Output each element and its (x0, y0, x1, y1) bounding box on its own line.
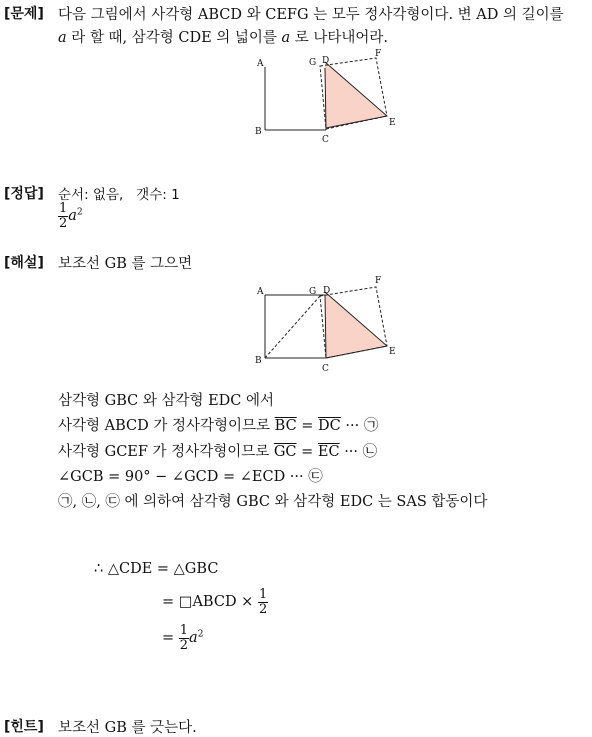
answer-fraction (58, 202, 68, 230)
equation-fraction (179, 624, 189, 652)
label-a: A (257, 59, 264, 69)
segment-gc: $\overline{GC}$ (273, 444, 297, 460)
problem-tag: [문제] (4, 6, 44, 22)
segment-ec: $\overline{EC}$ (317, 444, 340, 460)
answer-order: 순서: 없음, (58, 187, 124, 203)
label-g: G (309, 58, 317, 68)
figure-squares-with-gb (250, 274, 410, 374)
fraction-numerator: 1 (258, 587, 268, 602)
segment-bc: $\overline{BC}$ (274, 418, 297, 434)
answer-meta (58, 183, 180, 203)
solution-intro: 보조선 GB 를 그으면 (58, 256, 193, 272)
label-b: B (255, 127, 262, 137)
hint-text: 보조선 GB 를 긋는다. (58, 720, 197, 736)
equation-line-2-pre: = □ABCD × (162, 594, 258, 611)
problem-line-1: 다음 그림에서 사각형 ABCD 와 CEFG 는 모두 정사각형이다. 변 AD 의 길이를 (58, 7, 564, 23)
variable-a: a (189, 630, 198, 647)
problem-line-2-end: 로 나타내어라. (290, 30, 389, 46)
label-f: F (375, 276, 382, 286)
solution-line-3 (58, 440, 377, 461)
problem-line-2-mid: 라 할 때, 삼각형 CDE 의 넓이를 (66, 30, 282, 46)
solution-line-3-pre: 사각형 GCEF 가 정사각형이므로 (58, 444, 274, 460)
fraction-denominator: 2 (59, 215, 68, 231)
problem-line-2 (58, 26, 388, 47)
variable-a: a (281, 30, 291, 46)
segment-dc: $\overline{DC}$ (318, 418, 341, 434)
equation-line-3 (162, 624, 203, 652)
solution-line-5: ㉠, ㉡, ㉢ 에 의하여 삼각형 GBC 와 삼각형 EDC 는 SAS 합동이다 (58, 494, 488, 510)
exponent: 2 (197, 629, 204, 640)
hint-tag: [힌트] (4, 719, 44, 735)
solution-line-3-post: ··· ㉡ (339, 444, 378, 460)
label-d: D (322, 56, 330, 66)
solution-line-4: ∠GCB = 90° − ∠GCD = ∠ECD ··· ㉢ (58, 469, 323, 485)
equation-fraction (258, 588, 268, 616)
label-b: B (255, 356, 262, 366)
fraction-denominator: 2 (179, 637, 189, 653)
variable-a: a (68, 208, 77, 225)
label-a: A (257, 287, 264, 297)
label-e: E (389, 118, 396, 128)
figure-squares (250, 48, 410, 148)
equation-line-2 (162, 588, 268, 616)
solution-line-2-pre: 사각형 ABCD 가 정사각형이므로 (58, 418, 275, 434)
equation-line-1: ∴ △CDE = △GBC (94, 561, 219, 577)
fraction-numerator: 1 (179, 623, 189, 638)
solution-line-2 (58, 414, 378, 435)
answer-count: 갯수: 1 (136, 187, 180, 203)
label-g: G (309, 287, 317, 297)
equation-line-3-pre: = (162, 630, 179, 647)
equals-sign: = (296, 418, 319, 434)
label-c: C (322, 135, 329, 145)
label-d: D (323, 286, 331, 296)
equals-sign: = (296, 444, 318, 460)
label-f: F (375, 49, 382, 59)
label-e: E (389, 347, 396, 357)
answer-expression (58, 202, 83, 230)
fraction-numerator: 1 (59, 201, 68, 216)
variable-a: a (58, 30, 67, 46)
solution-line-2-post: ··· ㉠ (340, 418, 379, 434)
solution-line-1: 삼각형 GBC 와 삼각형 EDC 에서 (58, 393, 275, 409)
label-c: C (322, 364, 329, 374)
solution-tag: [해설] (4, 255, 44, 271)
fraction-denominator: 2 (258, 601, 268, 617)
exponent: 2 (76, 207, 83, 218)
auxiliary-line-gb (265, 296, 320, 358)
answer-tag: [정답] (4, 186, 44, 202)
